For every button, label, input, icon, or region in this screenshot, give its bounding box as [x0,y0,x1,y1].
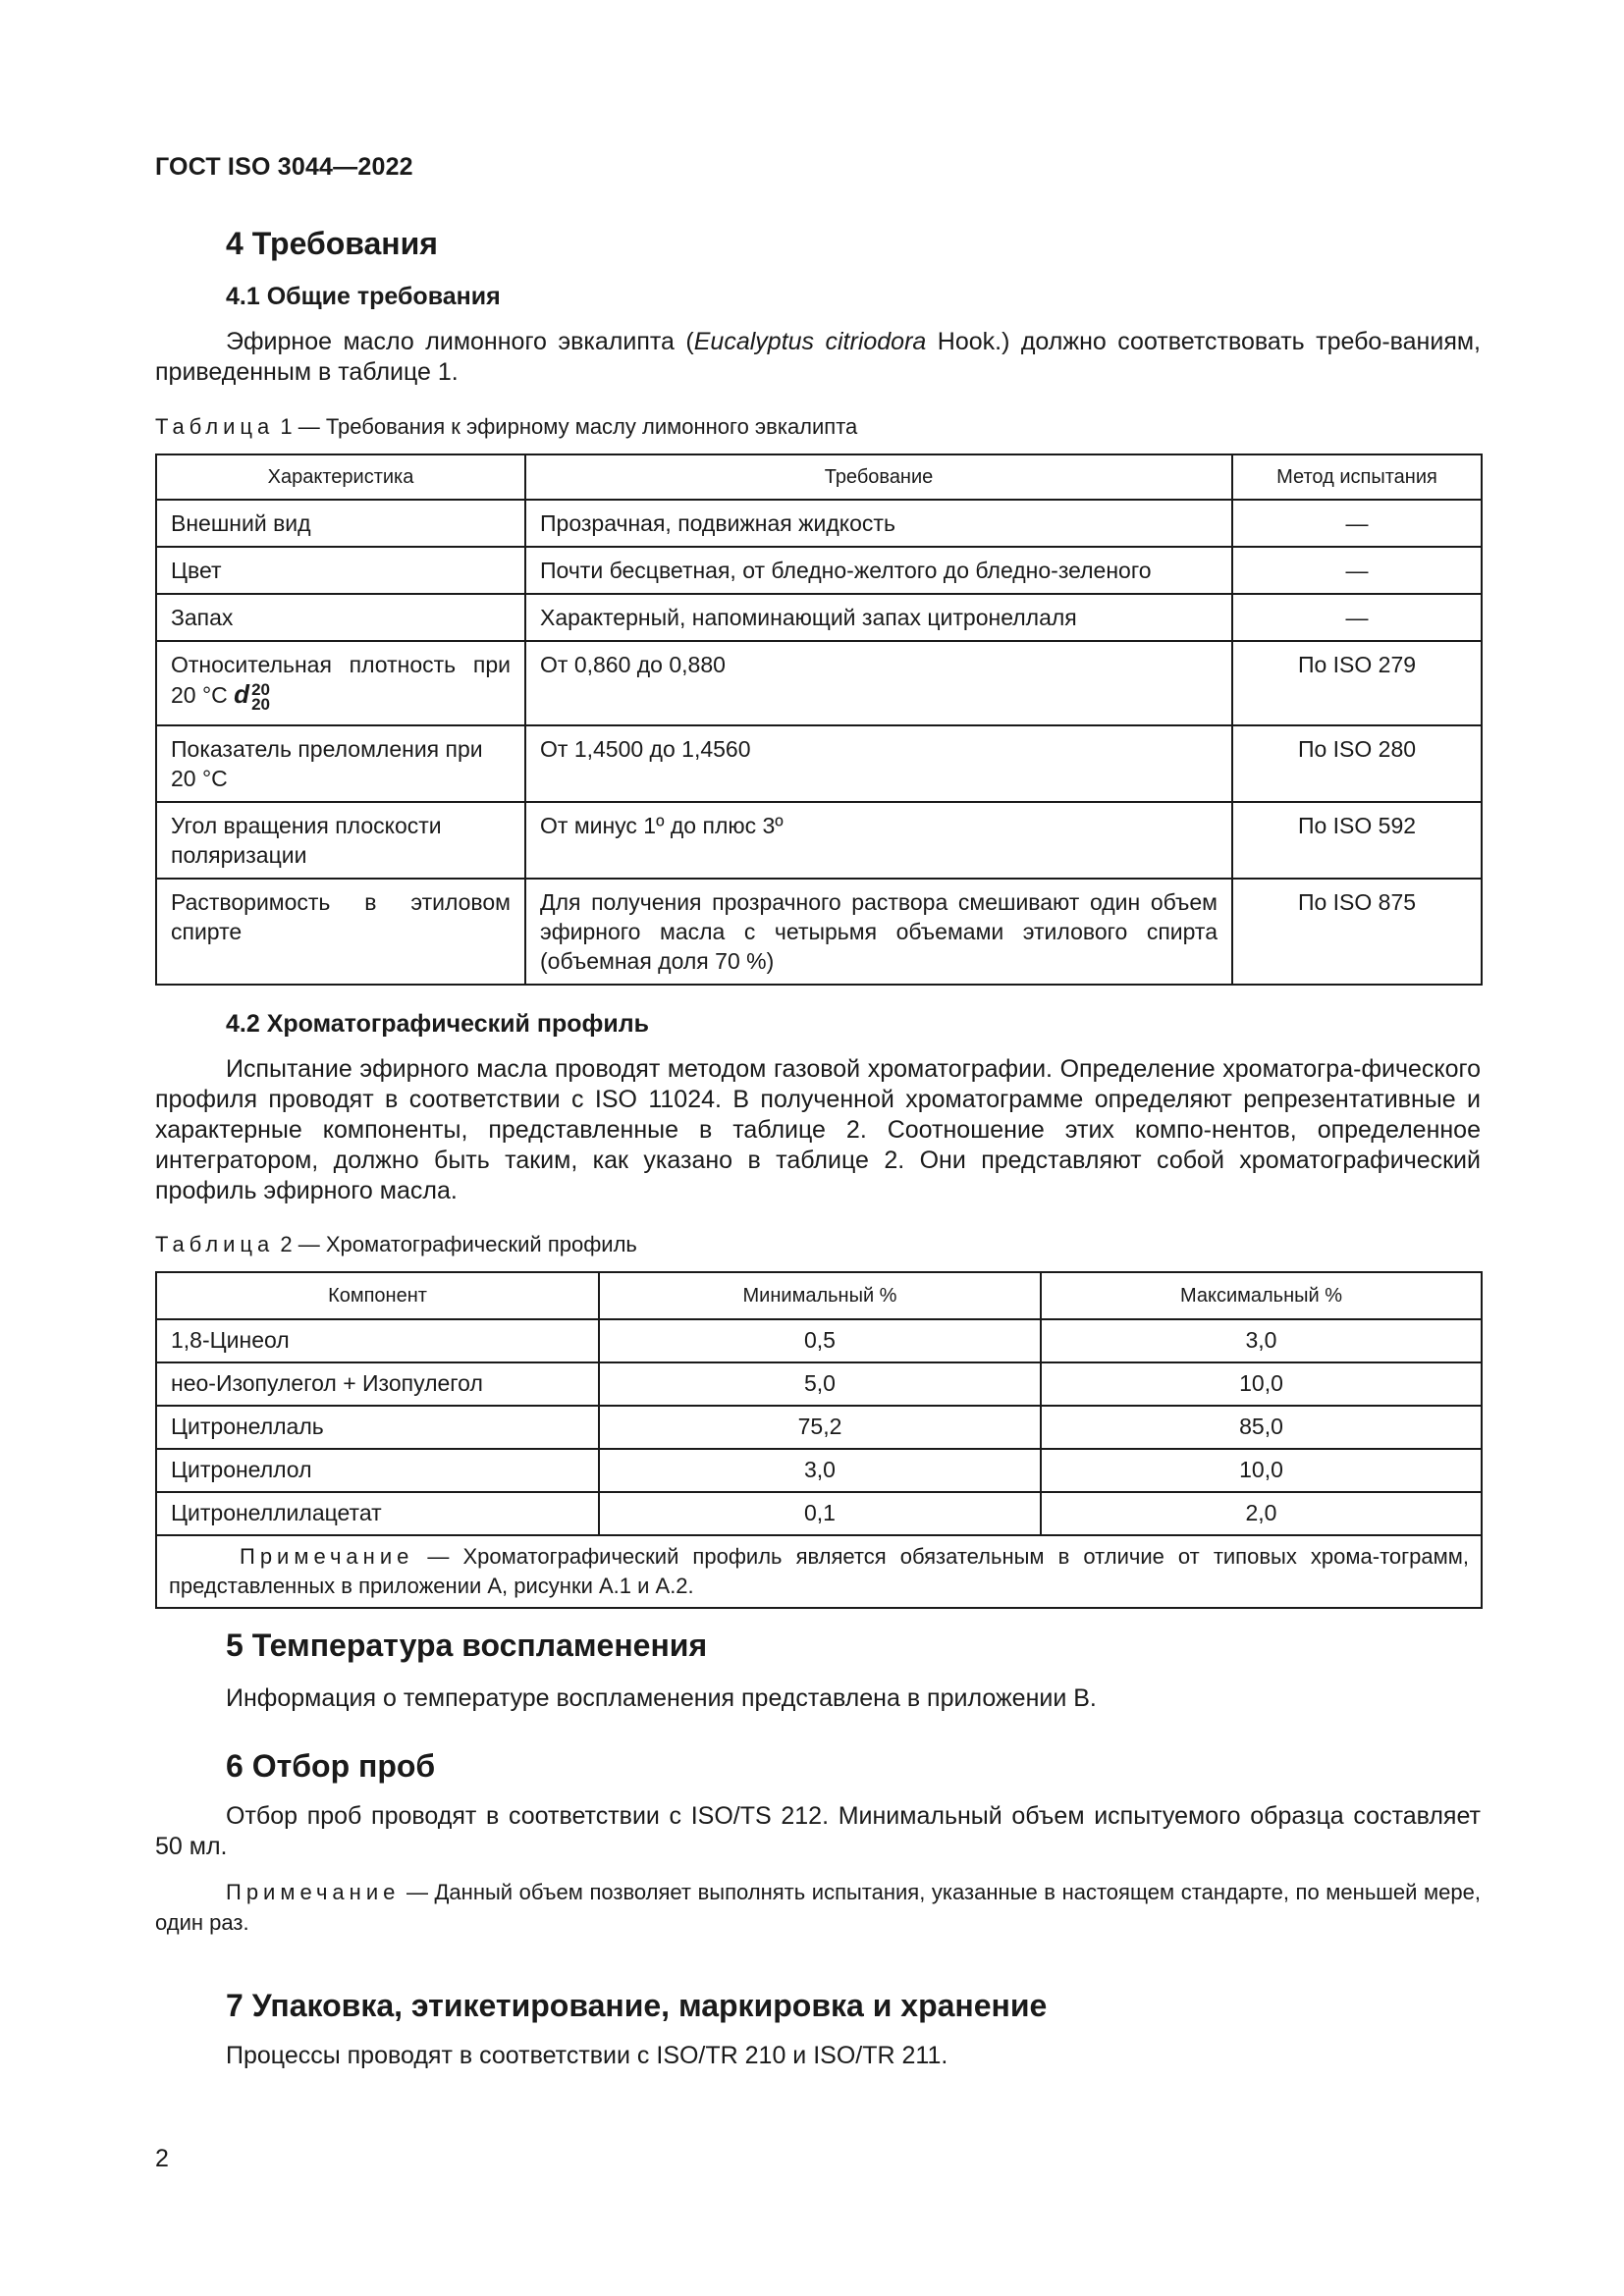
table-cell: 0,5 [599,1319,1041,1362]
table-cell: 85,0 [1041,1406,1482,1449]
section-6-body: Отбор проб проводят в соответствии с ISO/TS 212. Минимальный объем испытуемого образца составляет 50 мл. [155,1802,1481,1860]
section-6-note [155,1877,1481,1938]
table-2-caption-label: Таблица [155,1232,275,1256]
table-cell: 2,0 [1041,1492,1482,1535]
table-1-header: Метод испытания [1232,454,1482,500]
table-cell: Показатель преломления при 20 °C [156,725,525,802]
section-5-title: 5 Температура воспламенения [226,1628,708,1663]
table-2-header: Минимальный % [599,1272,1041,1319]
table-row [156,1449,1482,1492]
section-4-1-text [155,327,1481,388]
table-cell: По ISO 875 [1232,879,1482,985]
table-row [156,641,1482,725]
s41-post: Hook.) должно соответствовать требо-ваниям, приведенным в таблице 1. [155,328,1482,386]
document-header: ГОСТ ISO 3044—2022 [155,153,413,181]
table-cell: 0,1 [599,1492,1041,1535]
table-cell: — [1232,547,1482,594]
section-4-2-body: Испытание эфирного масла проводят методом газовой хроматографии. Определение хроматогра-фического профиля проводят в соответствии с ISO 11024. В полученной хроматограмме определяют репрезентативные и характерные компоненты, представленные в таблице 2. Соотношение этих компо-нентов, определенное интегратором, должно быть таким, как указано в таблице 2. Они представляют собой хроматографический профиль эфирного масла. [155,1055,1481,1204]
table-row [156,1319,1482,1362]
table-cell: 75,2 [599,1406,1041,1449]
table-2 [155,1271,1483,1609]
table-1-caption-text: 1 — Требования к эфирному маслу лимонного эвкалипта [274,414,858,439]
table-row [156,725,1482,802]
table-cell: Цвет [156,547,525,594]
table-2-header-row [156,1272,1482,1319]
table-1-caption [155,414,857,440]
s41-pre: Эфирное масло лимонного эвкалипта ( [226,328,694,355]
table-cell: 10,0 [1041,1362,1482,1406]
table-2-note-label: Примечание [240,1544,414,1569]
table-cell [156,641,525,725]
table-cell: Цитронеллилацетат [156,1492,599,1535]
table-2-note-text: — Хроматографический профиль является обязательным в отличие от типовых хрома-тограмм, представленных в приложении А, рисунки А.1 и А.2. [169,1544,1469,1598]
table-cell: — [1232,500,1482,547]
table-cell: От минус 1º до плюс 3º [525,802,1232,879]
table-cell: Для получения прозрачного раствора смешивают один объем эфирного масла с четырьмя объемами этилового спирта (объемная доля 70 %) [525,879,1232,985]
section-4-2-title: 4.2 Хроматографический профиль [226,1010,649,1038]
table-2-header: Максимальный % [1041,1272,1482,1319]
table-cell: Прозрачная, подвижная жидкость [525,500,1232,547]
s41-species: Eucalyptus citriodora [693,328,927,355]
table-row [156,1406,1482,1449]
section-4-1-title: 4.1 Общие требования [226,283,501,310]
table-2-note [156,1535,1482,1608]
table-row [156,802,1482,879]
density-sub: 20 [251,694,270,714]
table-row [156,1362,1482,1406]
table-cell: Угол вращения плоскости поляризации [156,802,525,879]
table-2-caption-text: 2 — Хроматографический профиль [274,1232,637,1256]
table-cell: нео-Изопулегол + Изопулегол [156,1362,599,1406]
density-label: Относительная плотность при 20 °C [171,652,511,708]
table-cell: Растворимость в этиловом спирте [156,879,525,985]
table-cell: Внешний вид [156,500,525,547]
table-1-header: Характеристика [156,454,525,500]
section-6-title: 6 Отбор проб [226,1748,436,1784]
table-1 [155,454,1483,986]
section-5-body: Информация о температуре воспламенения представлена в приложении В. [226,1684,1097,1712]
table-cell: От 1,4500 до 1,4560 [525,725,1232,802]
table-1-header-row [156,454,1482,500]
table-cell: 3,0 [1041,1319,1482,1362]
section-6-text [155,1801,1481,1862]
section-7-text [155,2041,1481,2071]
table-2-caption [155,1232,637,1257]
table-row [156,594,1482,641]
table-row [156,1492,1482,1535]
table-row [156,879,1482,985]
page-number: 2 [155,2145,169,2172]
table-row [156,500,1482,547]
table-cell: По ISO 592 [1232,802,1482,879]
table-cell: 1,8-Цинеол [156,1319,599,1362]
table-cell: 3,0 [599,1449,1041,1492]
table-note-row [156,1535,1482,1608]
table-cell: 5,0 [599,1362,1041,1406]
table-2-header: Компонент [156,1272,599,1319]
table-row [156,547,1482,594]
density-indices [251,679,270,714]
density-symbol: d [234,679,250,709]
section-7-title: 7 Упаковка, этикетирование, маркировка и хранение [226,1988,1048,2023]
section-4-2-text [155,1054,1481,1206]
section-6-note-label: Примечание [226,1880,401,1904]
section-7-body: Процессы проводят в соответствии с ISO/TR 210 и ISO/TR 211. [226,2042,948,2069]
table-cell: Запах [156,594,525,641]
section-4-title: 4 Требования [226,226,438,261]
table-1-header: Требование [525,454,1232,500]
density-sup: 20 [251,679,270,699]
table-cell: Цитронеллаль [156,1406,599,1449]
table-cell: От 0,860 до 0,880 [525,641,1232,725]
table-cell: Цитронеллол [156,1449,599,1492]
table-cell: Почти бесцветная, от бледно-желтого до бледно-зеленого [525,547,1232,594]
table-cell: По ISO 280 [1232,725,1482,802]
section-5-text [155,1683,1481,1714]
table-1-caption-label: Таблица [155,414,275,439]
table-cell: Характерный, напоминающий запах цитронеллаля [525,594,1232,641]
table-cell: — [1232,594,1482,641]
table-cell: 10,0 [1041,1449,1482,1492]
section-6-note-text: — Данный объем позволяет выполнять испытания, указанные в настоящем стандарте, по меньшей мере, один раз. [155,1880,1481,1935]
table-cell: По ISO 279 [1232,641,1482,725]
